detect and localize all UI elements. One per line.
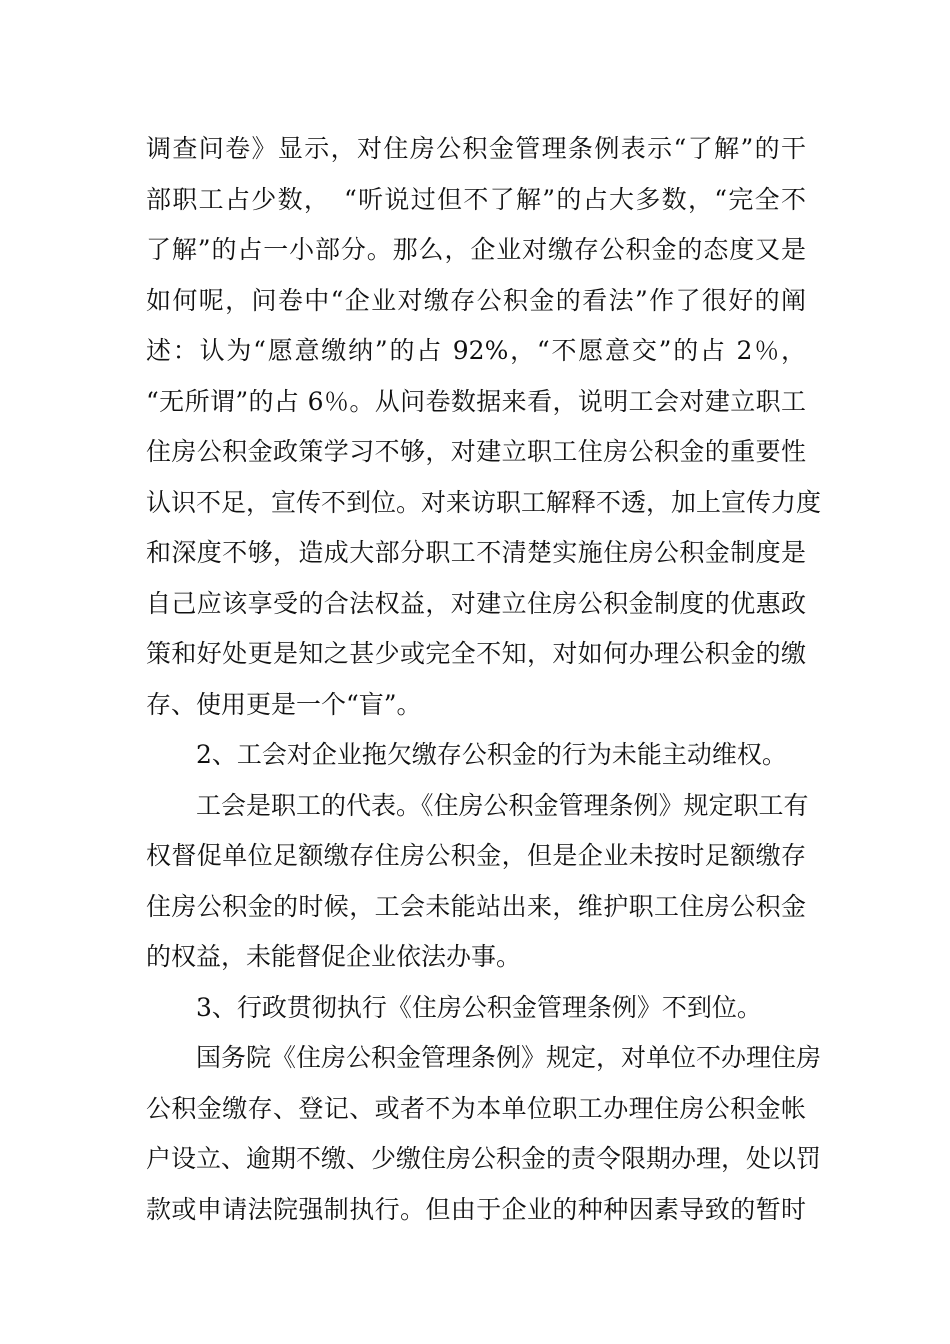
text-line: 户设立、逾期不缴、少缴住房公积金的责令限期办理，处以罚	[146, 1144, 822, 1173]
text-line: 和深度不够，造成大部分职工不清楚实施住房公积金制度是	[146, 538, 806, 567]
text-line: “无所谓”的占 6％。从问卷数据来看，说明工会对建立职工	[146, 386, 806, 416]
text-line: 款或申请法院强制执行。但由于企业的种种因素导致的暂时	[146, 1194, 806, 1224]
text-line: 存、使用更是一个“盲”。	[146, 689, 422, 719]
text-line: 的权益，未能督促企业依法办事。	[146, 942, 522, 971]
text-line: 国务院《住房公积金管理条例》规定，对单位不办理住房	[196, 1043, 822, 1072]
text-line: 住房公积金政策学习不够，对建立职工住房公积金的重要性	[146, 437, 806, 466]
body-text	[146, 124, 822, 1235]
text-line: 认识不足，宣传不到位。对来访职工解释不透，加上宣传力度	[146, 487, 822, 517]
text-line: 如何呢，问卷中“企业对缴存公积金的看法”作了很好的阐	[146, 285, 806, 315]
text-line: 述：认为“愿意缴纳”的占 92%，“不愿意交”的占 2％，	[146, 336, 806, 365]
text-line: 部职工占少数， “听说过但不了解”的占大多数，“完全不	[146, 184, 806, 214]
text-line: 3、行政贯彻执行《住房公积金管理条例》不到位。	[196, 992, 762, 1022]
text-line: 工会是职工的代表。《住房公积金管理条例》规定职工有	[196, 790, 809, 820]
text-line: 2、工会对企业拖欠缴存公积金的行为未能主动维权。	[196, 740, 787, 769]
text-line: 公积金缴存、登记、或者不为本单位职工办理住房公积金帐	[146, 1093, 806, 1123]
text-line: 住房公积金的时候，工会未能站出来，维护职工住房公积金	[146, 891, 806, 921]
text-line: 权督促单位足额缴存住房公积金，但是企业未按时足额缴存	[146, 841, 806, 870]
text-line: 了解”的占一小部分。那么，企业对缴存公积金的态度又是	[146, 235, 806, 264]
text-line: 自己应该享受的合法权益，对建立住房公积金制度的优惠政	[146, 588, 806, 618]
text-line: 策和好处更是知之甚少或完全不知，对如何办理公积金的缴	[146, 639, 806, 668]
text-line: 调查问卷》显示，对住房公积金管理条例表示“了解”的干	[146, 134, 806, 163]
